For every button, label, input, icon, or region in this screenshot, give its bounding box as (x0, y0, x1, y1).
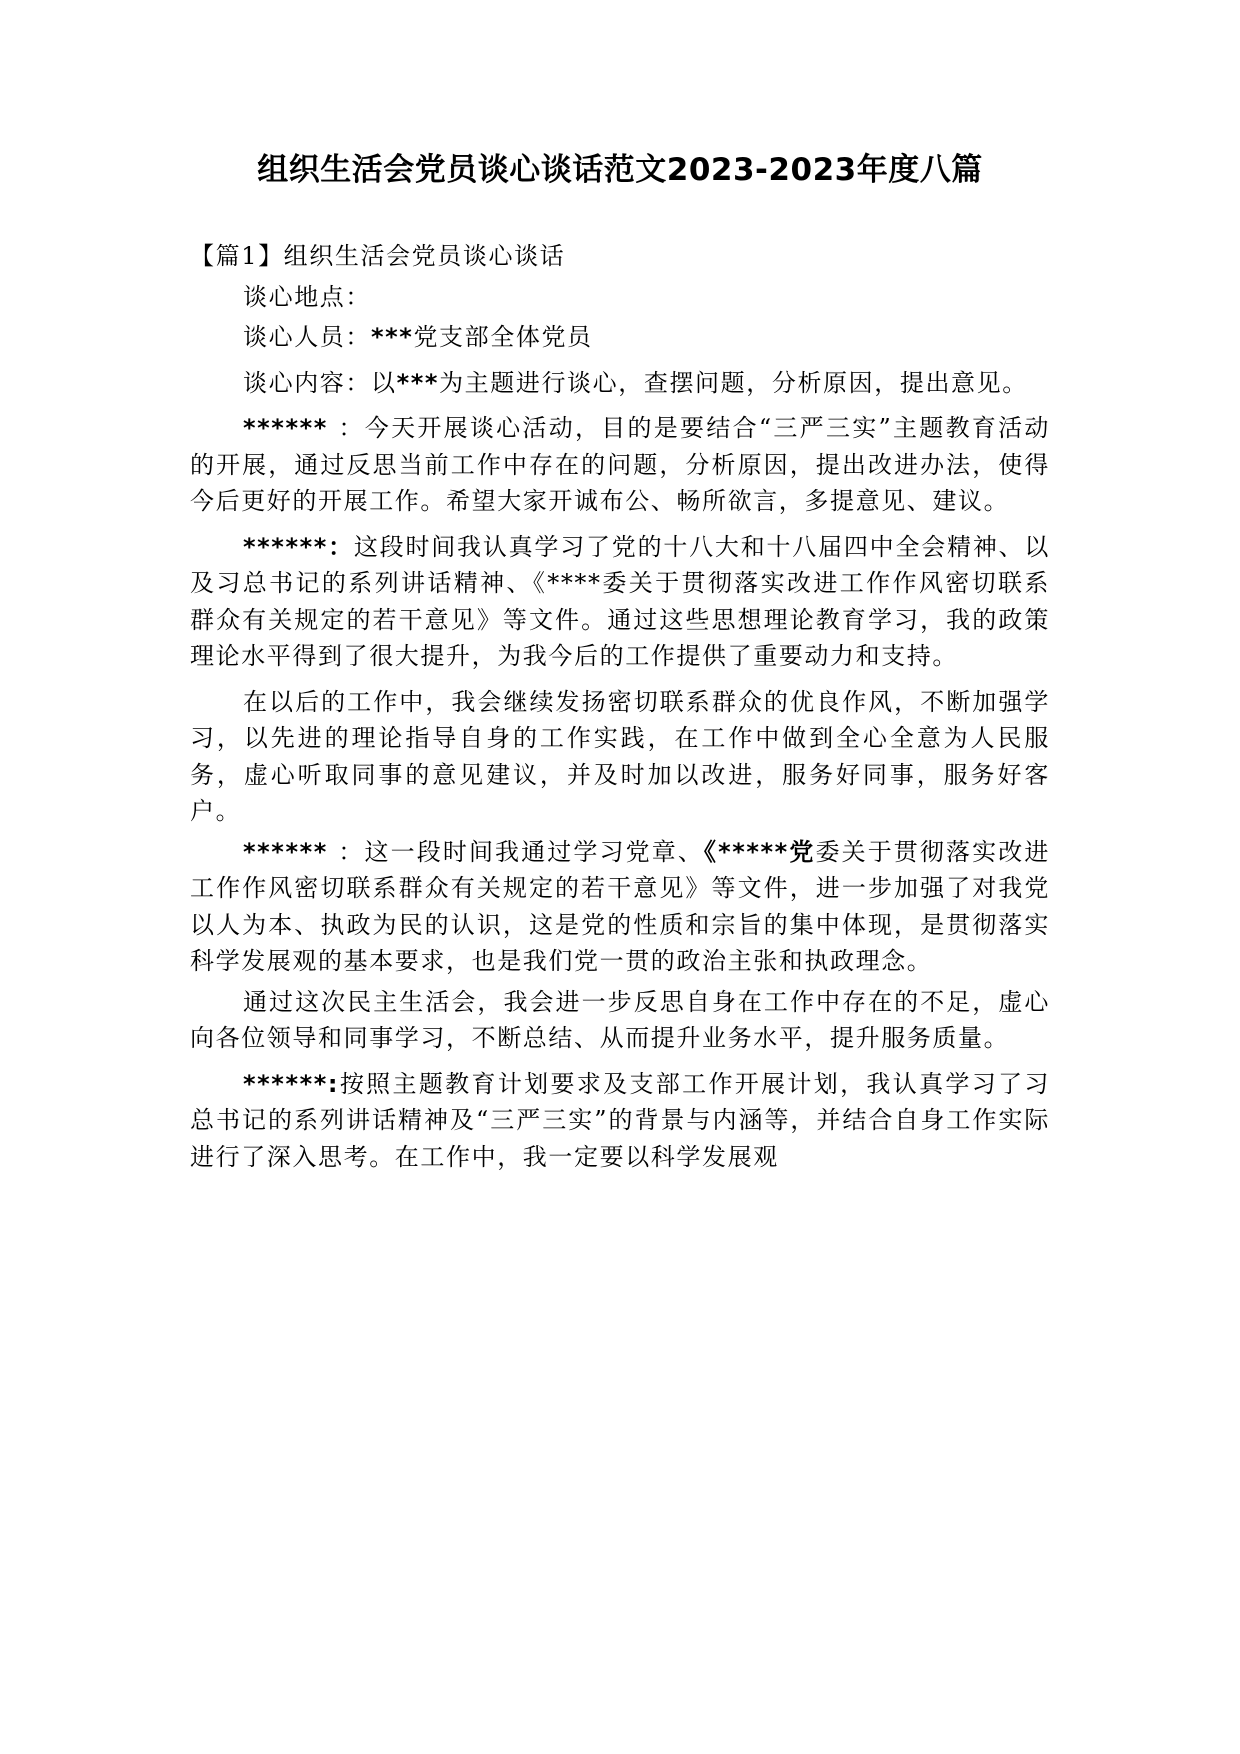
speaker-2: ******： (243, 532, 354, 561)
participants-rest: 党支部全体党员 (413, 323, 593, 351)
document-body (190, 238, 1050, 1175)
paragraph-2-text: 这段时间我认真学习了党的十八大和十八届四中全会精神、以及习总书记的系列讲话精神、《****委关于贯彻落实改进工作作风密切联系群众有关规定的若干意见》等文件。通过这些思想理论教育学习，我的政策理论水平得到了很大提升，为我今后的工作提供了重要动力和支持。 (190, 532, 1050, 670)
paragraph-5-text: 通过这次民主生活会，我会进一步反思自身在工作中存在的不足，虚心向各位领导和同事学习，不断总结、从而提升业务水平，提升服务质量。 (190, 987, 1050, 1052)
paragraph-4 (190, 834, 1050, 980)
speaker-6: ******: (243, 1069, 340, 1098)
content-rest: 为主题进行谈心，查摆问题，分析原因，提出意见。 (439, 368, 1028, 397)
paragraph-3 (190, 684, 1050, 830)
location-line: 谈心地点： (243, 282, 371, 311)
paragraph-1-text: ：今天开展谈心活动，目的是要结合“三严三实”主题教育活动的开展，通过反思当前工作中存在的问题，分析原因，提出改进办法，使得今后更好的开展工作。希望大家开诚布公、畅所欲言，多提意见、建议。 (190, 414, 1050, 515)
speaker-4: ****** (243, 837, 339, 866)
paragraph-6 (190, 1066, 1050, 1176)
participants-line (190, 319, 1050, 356)
content-bold: *** (396, 368, 440, 397)
document-title: 组织生活会党员谈心谈话范文2023-2023年度八篇 (257, 152, 983, 188)
paragraph-4-bold: 《*****党 (703, 837, 816, 866)
paragraph-5 (190, 984, 1050, 1057)
content-paragraph (190, 365, 1050, 402)
paragraph-6-text: 按照主题教育计划要求及支部工作开展计划，我认真学习了习总书记的系列讲话精神及“三严三实”的背景与内涵等，并结合自身工作实际进行了深入思考。在工作中，我一定要以科学发展观 (190, 1069, 1050, 1171)
paragraph-4-text: 委关于贯彻落实改进工作作风密切联系群众有关规定的若干意见》等文件，进一步加强了对我党以人为本、执政为民的认识，这是党的性质和宗旨的集中体现，是贯彻落实科学发展观的基本要求，也是我们党一贯的政治主张和执政理念。 (190, 837, 1050, 975)
participants-label: 谈心人员： (243, 323, 371, 351)
section-heading: 【篇1】组织生活会党员谈心谈话 (190, 242, 566, 270)
speaker-1: ****** (243, 414, 339, 442)
content-label: 谈心内容：以 (243, 368, 397, 397)
participants-bold: *** (371, 323, 414, 351)
paragraph-3-text: 在以后的工作中，我会继续发扬密切联系群众的优良作风，不断加强学习，以先进的理论指导自身的工作实践，在工作中做到全心全意为人民服务，虚心听取同事的意见建议，并及时加以改进，服务好同事，服务好客户。 (190, 687, 1050, 825)
paragraph-1 (190, 410, 1050, 520)
paragraph-2 (190, 529, 1050, 675)
paragraph-4-lead: ：这一段时间我通过学习党章、 (338, 837, 704, 866)
